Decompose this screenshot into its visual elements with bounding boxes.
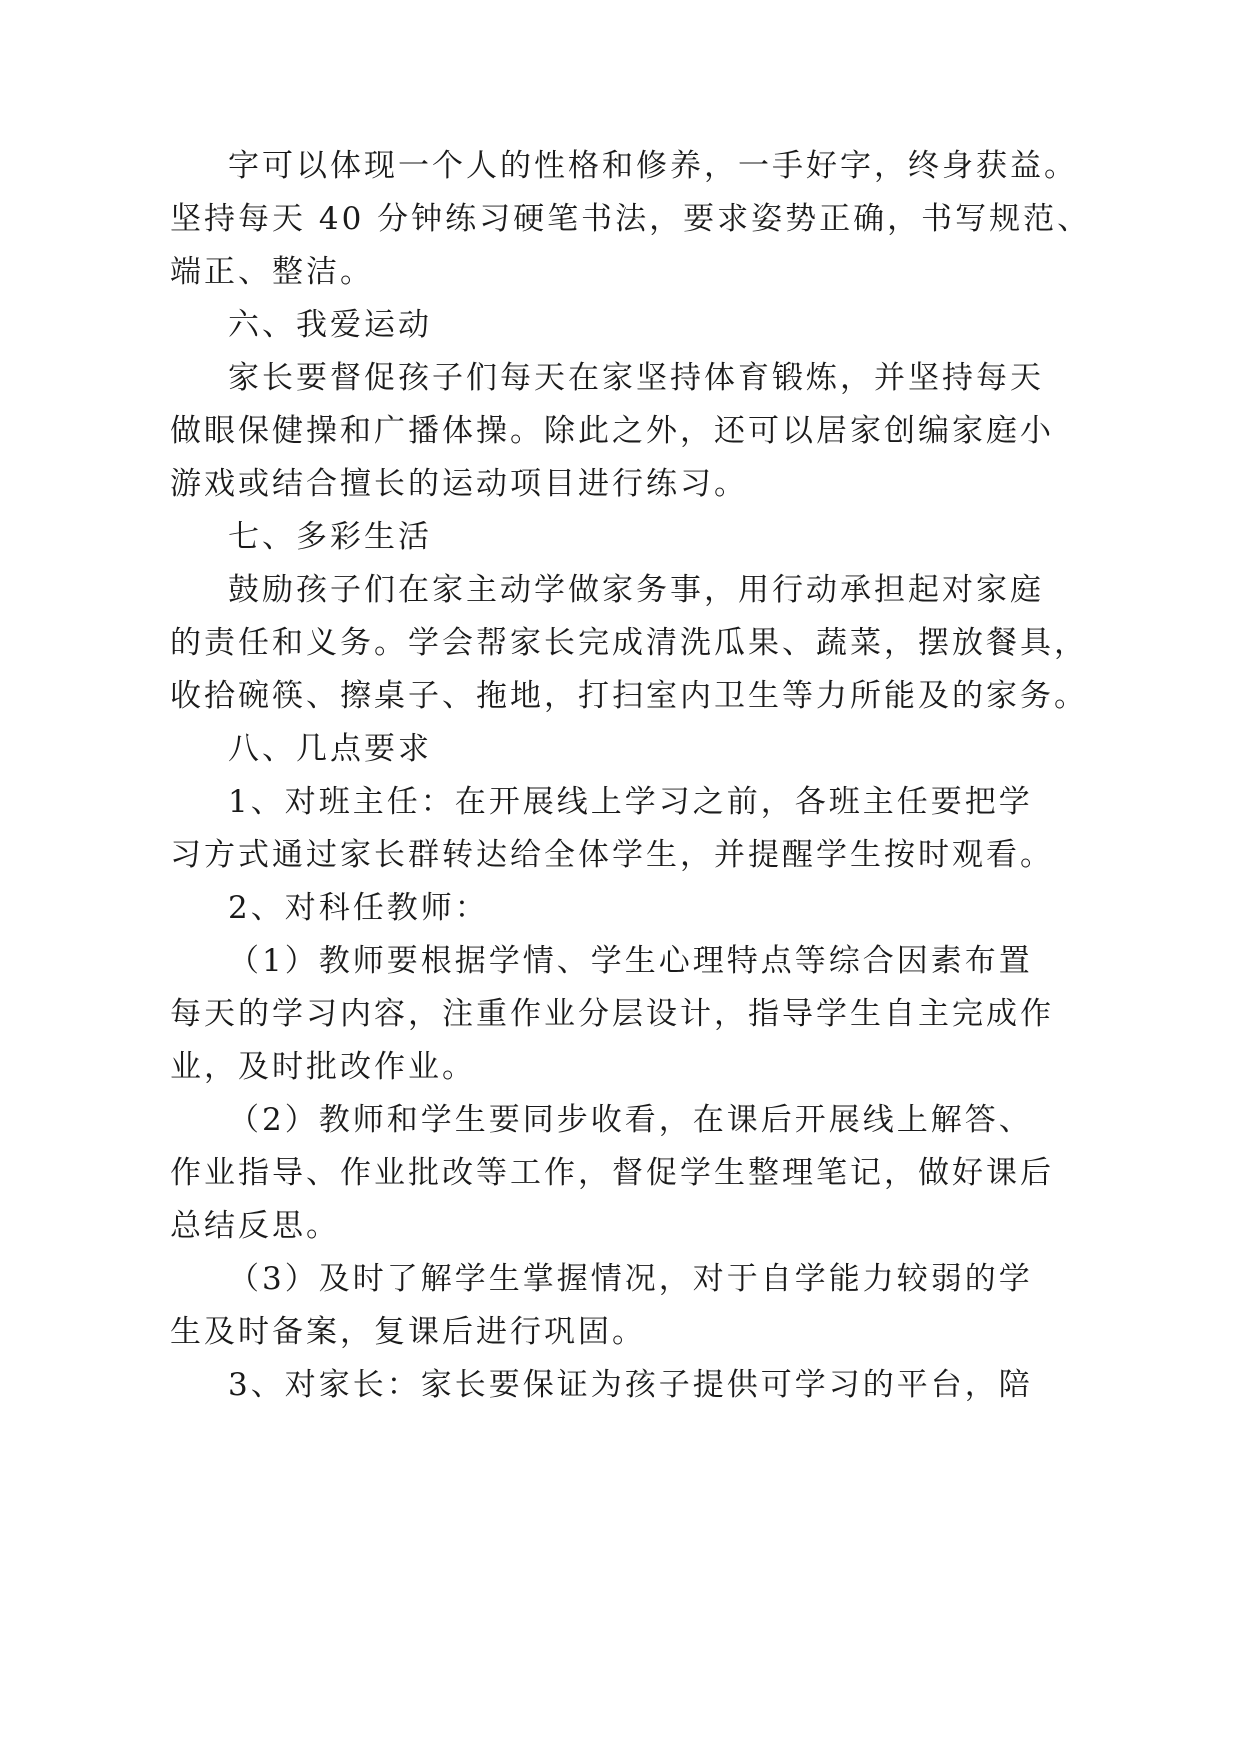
section-heading: 七、多彩生活 [228, 519, 432, 555]
paragraph-line: 字可以体现一个人的性格和修养，一手好字，终身获益。 [228, 148, 1078, 184]
paragraph-line: 收拾碗筷、擦桌子、拖地，打扫室内卫生等力所能及的家务。 [170, 678, 1088, 714]
paragraph-line: 游戏或结合擅长的运动项目进行练习。 [170, 466, 748, 502]
paragraph-line: 习方式通过家长群转达给全体学生，并提醒学生按时观看。 [170, 837, 1054, 873]
paragraph-line: 总结反思。 [170, 1208, 340, 1244]
paragraph-line: （1）教师要根据学情、学生心理特点等综合因素布置 [228, 943, 1033, 979]
paragraph-line: 1、对班主任：在开展线上学习之前，各班主任要把学 [228, 784, 1033, 820]
paragraph-line: 家长要督促孩子们每天在家坚持体育锻炼，并坚持每天 [228, 360, 1044, 396]
paragraph-line: 作业指导、作业批改等工作，督促学生整理笔记，做好课后 [170, 1155, 1054, 1191]
paragraph-line: 坚持每天 40 分钟练习硬笔书法，要求姿势正确，书写规范、 [170, 201, 1092, 237]
paragraph-line: （3）及时了解学生掌握情况，对于自学能力较弱的学 [228, 1261, 1033, 1297]
paragraph-line: 的责任和义务。学会帮家长完成清洗瓜果、蔬菜，摆放餐具， [170, 625, 1088, 661]
paragraph-line: 端正、整洁。 [170, 254, 374, 290]
section-heading: 六、我爱运动 [228, 307, 432, 343]
paragraph-line: 做眼保健操和广播体操。除此之外，还可以居家创编家庭小 [170, 413, 1054, 449]
paragraph-line: 3、对家长：家长要保证为孩子提供可学习的平台，陪 [228, 1367, 1033, 1403]
paragraph-line: 2、对科任教师： [228, 890, 489, 926]
paragraph-line: （2）教师和学生要同步收看，在课后开展线上解答、 [228, 1102, 1033, 1138]
paragraph-line: 生及时备案，复课后进行巩固。 [170, 1314, 646, 1350]
paragraph-line: 每天的学习内容，注重作业分层设计，指导学生自主完成作 [170, 996, 1054, 1032]
section-heading: 八、几点要求 [228, 731, 432, 767]
paragraph-line: 鼓励孩子们在家主动学做家务事，用行动承担起对家庭 [228, 572, 1044, 608]
paragraph-line: 业，及时批改作业。 [170, 1049, 476, 1085]
